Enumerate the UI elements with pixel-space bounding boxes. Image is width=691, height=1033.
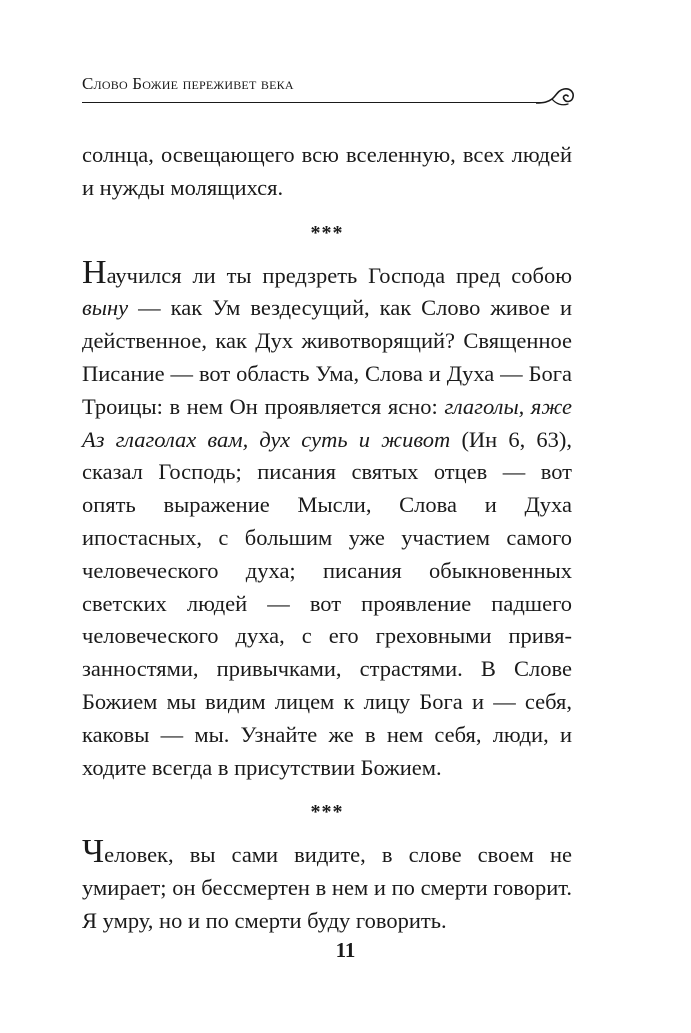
- paragraph: [82, 253, 572, 785]
- page-number: 11: [335, 938, 356, 962]
- text-run: солнца, освещающего всю вселенную, всех людей и нужды молящихся.: [82, 142, 572, 200]
- text-run: еловек, вы сами видите, в слове своем не умирает; он бессмертен в нем и по смерти говорит. Я умру, но и по смерти буду говорить.: [82, 842, 572, 933]
- italic-quote: выну: [82, 295, 129, 321]
- text-run: — как Ум вездесущий, как Слово живое и действенное, как Дух животворящий? Священное Писание — вот область Ума, Слова и Духа — Бога Троицы: в нем Он проявляется ясно:: [82, 295, 572, 419]
- section-separator: ***: [310, 801, 344, 824]
- text-run: аучился ли ты предзреть Господа пред собою: [106, 262, 572, 288]
- page-body: [82, 139, 572, 938]
- initial-letter: Ч: [82, 833, 105, 871]
- header-rule: [82, 102, 542, 103]
- running-header: [82, 74, 572, 108]
- initial-letter: Н: [82, 253, 107, 291]
- section-separator: ***: [310, 221, 344, 244]
- italic-quote: глаголы, яже Аз глаголах вам, дух суть и живот: [82, 393, 572, 452]
- text-run: (Ин 6, 63), сказал Господь; писания святых отцев — вот опять выражение Мысли, Слова и Духа ипостасных, с большим уже участием самого человеческого духа; писания обыкновенных светских людей — вот проявление падшего человеческого духа, с его греховными привязанностями, привычками, страстями. В Слове Божием мы видим лицем к лицу Бога и — себя, каковы — мы. Узнайте же в нем себя, люди, и ходите всегда в присутствии Божием.: [82, 426, 572, 780]
- swirl-ornament-icon: [536, 84, 576, 110]
- paragraph: [82, 833, 572, 937]
- paragraph: [82, 139, 572, 205]
- running-header-title: Слово Божие переживет века: [82, 74, 294, 93]
